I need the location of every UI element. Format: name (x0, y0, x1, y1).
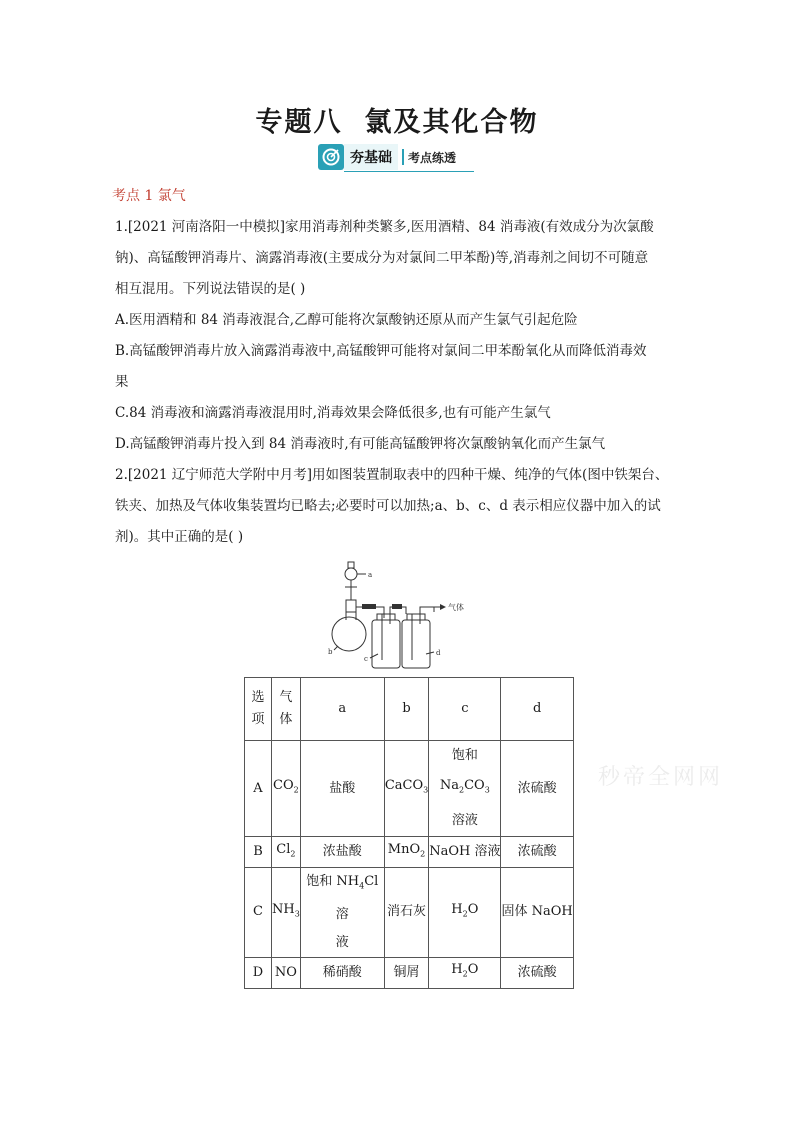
row-b-reagent-c: NaOH 溶液 (429, 837, 501, 868)
row-d-option: D (245, 957, 272, 988)
row-a-option: A (245, 741, 272, 837)
label-gas: 气体 (448, 603, 464, 612)
label-c: c (364, 655, 368, 663)
banner-underline (344, 171, 474, 172)
row-c-reagent-c: $H_2O$ (429, 868, 501, 958)
row-a-reagent-b: CaCO$_3$ (384, 741, 428, 837)
row-d-gas: NO (272, 957, 301, 988)
section-banner (318, 144, 474, 170)
q2-stem-line-3: 剂)。其中正确的是( ) (115, 529, 244, 545)
row-d-reagent-a: 稀硝酸 (300, 957, 384, 988)
row-a-reagent-c: 饱和 $Na_2CO_3$ 溶液 (429, 741, 501, 837)
q1-option-b-line-1: B.高锰酸钾消毒片放入滴露消毒液中,高锰酸钾可能将对氯间二甲苯酚氧化从而降低消毒效 (115, 343, 647, 359)
header-a: a (300, 678, 384, 741)
header-b: b (384, 678, 428, 741)
row-d-reagent-d: 浓硫酸 (501, 957, 573, 988)
label-d: d (436, 649, 441, 657)
banner-sub-label: 考点练透 (408, 150, 457, 165)
q1-stem-line-1: 1.[2021 河南洛阳一中模拟]家用消毒剂种类繁多,医用酒精、84 消毒液(有效成分为次氯酸 (115, 219, 654, 235)
target-icon (318, 144, 344, 170)
apparatus-diagram (322, 560, 472, 672)
row-c-reagent-d: 固体 NaOH (501, 868, 573, 958)
header-gas: 气 体 (272, 678, 301, 741)
watermark: 秒帝全网网 (598, 765, 724, 790)
row-b-reagent-d: 浓硫酸 (501, 837, 573, 868)
table-header-row (245, 678, 574, 741)
section-heading: 考点 1 氯气 (112, 188, 186, 204)
header-c: c (429, 678, 501, 741)
q1-stem-line-3: 相互混用。下列说法错误的是( ) (115, 281, 306, 297)
row-c-reagent-a: 饱和 $NH_4Cl$ 溶 液 (300, 868, 384, 958)
row-a-reagent-a: 盐酸 (300, 741, 384, 837)
reagent-table (244, 677, 574, 989)
row-d-reagent-b: 铜屑 (384, 957, 428, 988)
banner-divider (402, 149, 404, 165)
header-option: 选 项 (245, 678, 272, 741)
q1-option-b-line-2: 果 (115, 374, 129, 390)
q2-stem-line-1: 2.[2021 辽宁师范大学附中月考]用如图装置制取表中的四种干燥、纯净的气体(图中铁架台、 (115, 467, 669, 483)
table-row (245, 837, 574, 868)
q1-option-c: C.84 消毒液和滴露消毒液混用时,消毒效果会降低很多,也有可能产生氯气 (115, 405, 551, 421)
row-b-reagent-b: MnO$_2$ (384, 837, 428, 868)
row-c-reagent-b: 消石灰 (384, 868, 428, 958)
row-c-gas: $NH_3$ (272, 868, 301, 958)
row-a-reagent-d: 浓硫酸 (501, 741, 573, 837)
q2-stem-line-2: 铁夹、加热及气体收集装置均已略去;必要时可以加热;a、b、c、d 表示相应仪器中加入的试 (115, 498, 661, 514)
q1-option-a: A.医用酒精和 84 消毒液混合,乙醇可能将次氯酸钠还原从而产生氯气引起危险 (115, 312, 578, 328)
row-b-option: B (245, 837, 272, 868)
page-title: 专题八 氯及其化合物 (255, 107, 539, 138)
label-b: b (328, 648, 333, 656)
row-a-gas: $CO_2$ (272, 741, 301, 837)
header-d: d (501, 678, 573, 741)
row-d-reagent-c: $H_2O$ (429, 957, 501, 988)
row-b-reagent-a: 浓盐酸 (300, 837, 384, 868)
q1-stem-line-2: 钠)、高锰酸钾消毒片、滴露消毒液(主要成分为对氯间二甲苯酚)等,消毒剂之间切不可随意 (115, 250, 649, 266)
banner-main-label: 夯基础 (344, 144, 398, 170)
row-c-option: C (245, 868, 272, 958)
table-row (245, 957, 574, 988)
table-row (245, 868, 574, 958)
table-row (245, 741, 574, 837)
q1-option-d: D.高锰酸钾消毒片投入到 84 消毒液时,有可能高锰酸钾将次氯酸钠氧化而产生氯气 (115, 436, 606, 452)
row-b-gas: $Cl_2$ (272, 837, 301, 868)
label-a: a (368, 571, 373, 579)
